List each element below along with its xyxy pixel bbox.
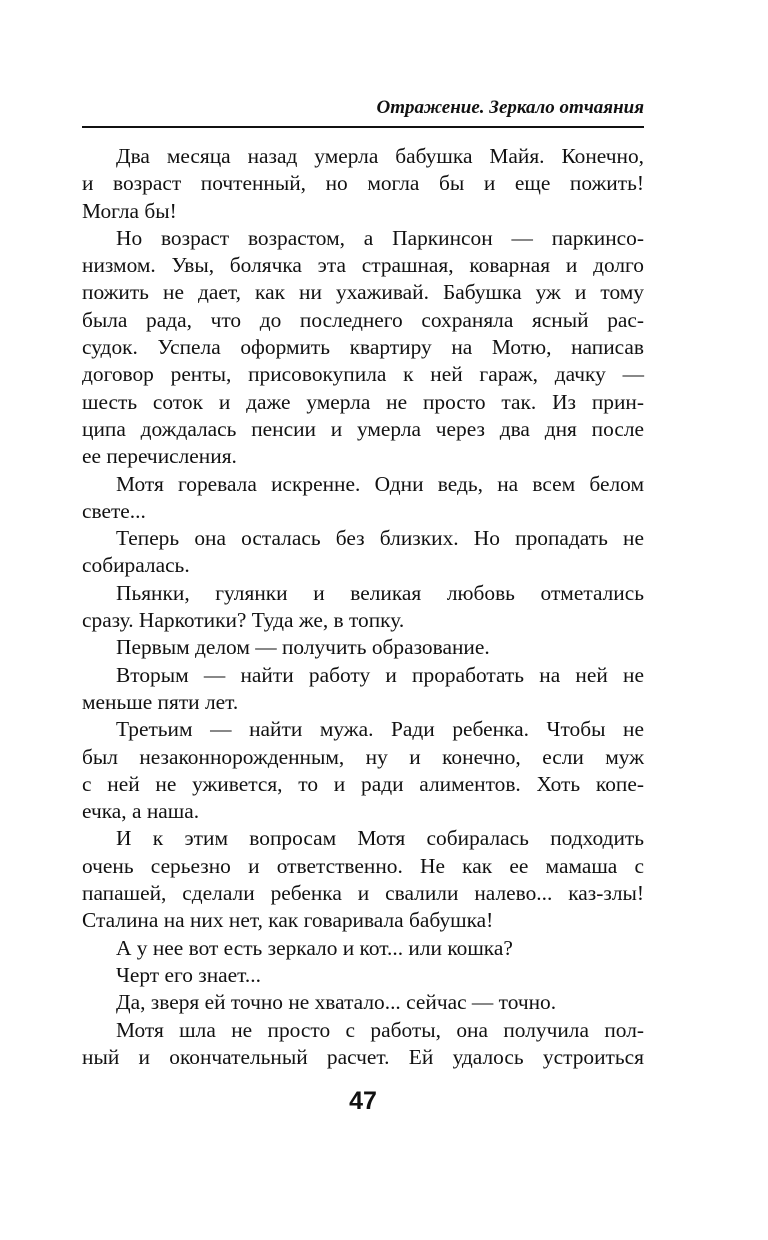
running-title: Отражение. Зеркало отчаяния xyxy=(376,97,644,118)
text-line: Третьим — найти мужа. Ради ребенка. Чтобы не xyxy=(116,717,644,742)
body-text xyxy=(82,143,644,1071)
text-line: ципа дождалась пенсии и умерла через два дня после xyxy=(82,416,644,441)
text-line: меньше пяти лет. xyxy=(82,689,239,714)
header-rule xyxy=(82,126,644,128)
text-line: низмом. Увы, болячка эта страшная, коварная и долго xyxy=(82,253,644,278)
text-line: Но возраст возрастом, а Паркинсон — паркинсо- xyxy=(116,225,644,250)
text-line: Мотя горевала искренне. Одни ведь, на всем белом xyxy=(116,471,644,496)
text-line: Да, зверя ей точно не хватало... сейчас — точно. xyxy=(116,990,557,1015)
text-line: ее перечисления. xyxy=(82,444,237,469)
text-line: судок. Успела оформить квартиру на Мотю, написав xyxy=(82,335,644,360)
text-line: Первым делом — получить образование. xyxy=(116,635,490,660)
text-line: Теперь она осталась без близких. Но пропадать не xyxy=(116,526,644,551)
text-line: договор ренты, присовокупила к ней гараж, дачку — xyxy=(82,362,644,387)
text-line: Мотя шла не просто с работы, она получила пол- xyxy=(116,1017,644,1042)
text-line: Два месяца назад умерла бабушка Майя. Конечно, xyxy=(116,144,644,168)
text-line: И к этим вопросам Мотя собиралась подходить xyxy=(116,826,644,851)
text-line: пожить не дает, как ни ухаживай. Бабушка уж и тому xyxy=(82,280,644,305)
text-line: был незаконнорожденным, ну и конечно, если муж xyxy=(82,744,644,769)
text-line: ный и окончательный расчет. Ей удалось устроиться xyxy=(82,1044,644,1069)
text-line: и возраст почтенный, но могла бы и еще пожить! xyxy=(82,171,644,196)
text-line: свете... xyxy=(82,498,146,523)
text-line: Черт его знает... xyxy=(116,962,261,987)
text-line: с ней не уживется, то и ради алиментов. Хоть копе- xyxy=(82,771,644,796)
text-line: Пьянки, гулянки и великая любовь отметались xyxy=(116,580,644,605)
text-line: сразу. Наркотики? Туда же, в топку. xyxy=(82,608,405,633)
text-line: папашей, сделали ребенка и свалили налево... каз-злы! xyxy=(82,881,644,906)
text-line: Вторым — найти работу и проработать на ней не xyxy=(116,662,644,687)
text-line: собиралась. xyxy=(82,553,190,578)
text-line: А у нее вот есть зеркало и кот... или кошка? xyxy=(116,935,513,960)
page-number: 47 xyxy=(349,1087,377,1115)
text-line: была рада, что до последнего сохраняла ясный рас- xyxy=(82,307,644,332)
text-line: очень серьезно и ответственно. Не как ее мамаша с xyxy=(82,853,644,878)
text-line: Могла бы! xyxy=(82,198,177,223)
text-line: ечка, а наша. xyxy=(82,799,200,824)
text-line: шесть соток и даже умерла не просто так. Из прин- xyxy=(82,389,644,414)
text-line: Сталина на них нет, как говаривала бабушка! xyxy=(82,908,494,933)
